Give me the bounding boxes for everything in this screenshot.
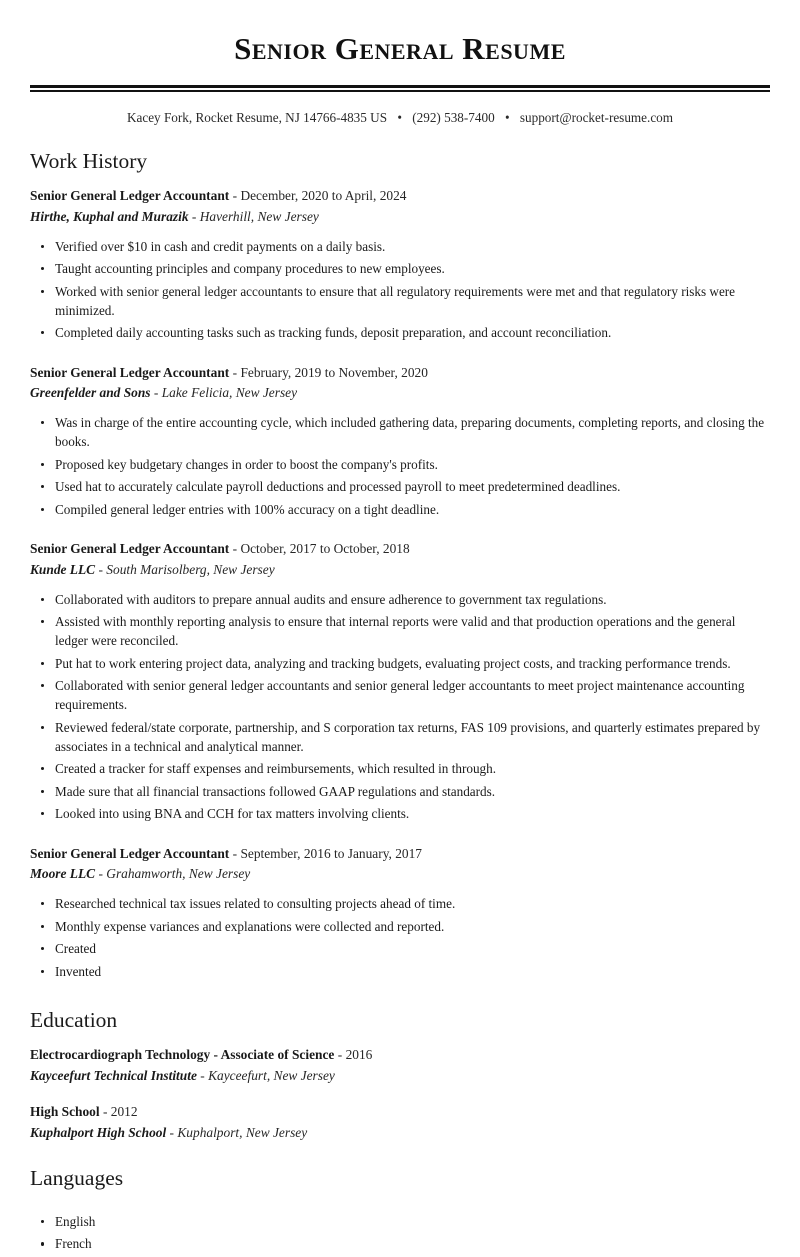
work-entry-dash-2: - bbox=[153, 385, 159, 401]
work-entry-bullet: Proposed key budgetary changes in order to boost the company's profits. bbox=[30, 455, 770, 478]
education-entry-list bbox=[30, 1045, 770, 1144]
section-heading-work-history: Work History bbox=[30, 149, 148, 174]
work-entry-role-line bbox=[30, 539, 770, 560]
education-dash-2: - bbox=[169, 1125, 175, 1141]
work-entry-dash: - bbox=[232, 541, 238, 557]
work-entry-bullet: Made sure that all financial transactions followed GAAP regulations and standards. bbox=[30, 782, 770, 805]
work-entry-role-line bbox=[30, 363, 770, 384]
education-dash-2: - bbox=[200, 1067, 205, 1083]
work-entry-bullet: Collaborated with auditors to prepare annual audits and ensure adherence to government tax regulations. bbox=[30, 590, 770, 613]
work-entry bbox=[30, 524, 770, 829]
work-entry-bullet: Taught accounting principles and company procedures to new employees. bbox=[30, 259, 770, 282]
title-divider bbox=[30, 85, 770, 92]
education-school-line bbox=[30, 1066, 770, 1087]
contact-separator-1: • bbox=[397, 109, 402, 125]
work-entry-bullet: Researched technical tax issues related to consulting projects ahead of time. bbox=[30, 894, 770, 917]
work-entry-bullet: Assisted with monthly reporting analysis to ensure that internal reports were valid and that production operations and the general ledger were reconciled. bbox=[30, 612, 770, 654]
work-entry-role: Senior General Ledger Accountant bbox=[30, 541, 230, 557]
contact-address: Kacey Fork, Rocket Resume, NJ 14766-4835 US bbox=[126, 109, 388, 125]
work-entry-bullet-list bbox=[30, 885, 770, 984]
work-entry-bullet: Created bbox=[30, 939, 770, 962]
work-entry-organization: Hirthe, Kuphal and Murazik bbox=[30, 208, 189, 224]
work-entry-role: Senior General Ledger Accountant bbox=[30, 845, 230, 861]
work-entry-bullet: Compiled general ledger entries with 100% accuracy on a tight deadline. bbox=[30, 500, 770, 523]
work-entry-organization: Moore LLC bbox=[30, 866, 96, 882]
education-degree-line bbox=[30, 1102, 770, 1123]
education-year: 2016 bbox=[345, 1046, 373, 1062]
work-entry-location: South Marisolberg, New Jersey bbox=[106, 561, 275, 577]
section-heading-languages: Languages bbox=[30, 1166, 124, 1191]
work-entry bbox=[30, 348, 770, 525]
contact-separator-2: • bbox=[504, 109, 510, 125]
work-entry-dash: - bbox=[232, 845, 238, 861]
work-entry-bullet-list bbox=[30, 581, 770, 827]
work-entry-bullet: Reviewed federal/state corporate, partnership, and S corporation tax returns, FAS 109 provisions, and quarterly estimates prepared by associates in a technical and analytical manner. bbox=[30, 718, 770, 760]
work-entry-dates: February, 2019 to November, 2020 bbox=[240, 364, 428, 380]
work-entry-bullet: Invented bbox=[30, 962, 770, 985]
language-item: French bbox=[30, 1234, 770, 1257]
contact-line bbox=[0, 92, 800, 127]
education-school-line bbox=[30, 1123, 770, 1144]
education-dash: - bbox=[337, 1046, 343, 1062]
section-education bbox=[0, 986, 800, 1144]
work-entry-bullet: Worked with senior general ledger accountants to ensure that all regulatory requirements were met and that regulatory risks were minimized. bbox=[30, 282, 770, 324]
work-entry-org-line bbox=[30, 560, 770, 581]
work-entry-org-line bbox=[30, 207, 770, 228]
work-entry-dash: - bbox=[232, 364, 238, 380]
work-entry-bullet: Looked into using BNA and CCH for tax matters involving clients. bbox=[30, 804, 770, 827]
contact-email[interactable]: support@rocket-resume.com bbox=[519, 109, 674, 125]
work-entry-bullet-list bbox=[30, 404, 770, 522]
work-entry-bullet: Verified over $10 in cash and credit payments on a daily basis. bbox=[30, 237, 770, 260]
section-languages bbox=[0, 1144, 800, 1257]
page-title: Senior General Resume bbox=[234, 31, 566, 66]
work-entry-list bbox=[30, 186, 770, 986]
section-heading-education: Education bbox=[30, 1008, 118, 1033]
work-entry-bullet: Used hat to accurately calculate payroll deductions and processed payroll to meet predetermined deadlines. bbox=[30, 477, 770, 500]
work-entry-bullet: Collaborated with senior general ledger accountants and senior general ledger accountants to meet project maintenance accounting requirements. bbox=[30, 676, 770, 718]
work-entry-organization: Kunde LLC bbox=[30, 561, 96, 577]
contact-phone[interactable]: (292) 538-7400 bbox=[412, 109, 495, 125]
education-entry bbox=[30, 1086, 770, 1144]
education-year: 2012 bbox=[110, 1104, 138, 1120]
work-entry-org-line bbox=[30, 864, 770, 885]
work-entry-dash-2: - bbox=[98, 866, 103, 882]
education-school: Kuphalport High School bbox=[30, 1125, 167, 1141]
work-entry-dates: September, 2016 to January, 2017 bbox=[240, 845, 423, 861]
work-entry-bullet: Put hat to work entering project data, analyzing and tracking budgets, evaluating project costs, and tracking performance trends. bbox=[30, 654, 770, 677]
work-entry-dates: December, 2020 to April, 2024 bbox=[240, 188, 407, 204]
language-item: English bbox=[30, 1212, 770, 1235]
work-entry-location: Haverhill, New Jersey bbox=[199, 208, 319, 224]
work-entry-dates: October, 2017 to October, 2018 bbox=[240, 541, 410, 557]
education-degree: Electrocardiograph Technology - Associate of Science bbox=[30, 1046, 335, 1062]
language-list bbox=[30, 1203, 770, 1257]
work-entry-role-line bbox=[30, 186, 770, 207]
education-dash: - bbox=[102, 1104, 108, 1120]
work-entry-dash-2: - bbox=[191, 208, 197, 224]
work-entry-organization: Greenfelder and Sons bbox=[30, 385, 151, 401]
education-location: Kayceefurt, New Jersey bbox=[208, 1067, 335, 1083]
work-entry-bullet: Created a tracker for staff expenses and reimbursements, which resulted in through. bbox=[30, 759, 770, 782]
work-entry-bullet: Monthly expense variances and explanations were collected and reported. bbox=[30, 917, 770, 940]
education-degree-line bbox=[30, 1045, 770, 1066]
work-entry-role: Senior General Ledger Accountant bbox=[30, 364, 230, 380]
work-entry-bullet-list bbox=[30, 228, 770, 346]
work-entry-location: Lake Felicia, New Jersey bbox=[161, 385, 298, 401]
work-entry-dash: - bbox=[232, 188, 238, 204]
section-work-history bbox=[0, 127, 800, 986]
work-entry-role-line bbox=[30, 844, 770, 865]
work-entry bbox=[30, 186, 770, 348]
work-entry-org-line bbox=[30, 383, 770, 404]
work-entry-location: Grahamworth, New Jersey bbox=[106, 866, 251, 882]
education-entry bbox=[30, 1045, 770, 1087]
education-location: Kuphalport, New Jersey bbox=[177, 1125, 308, 1141]
education-school: Kayceefurt Technical Institute bbox=[30, 1067, 197, 1083]
work-entry-role: Senior General Ledger Accountant bbox=[30, 188, 230, 204]
work-entry-dash-2: - bbox=[98, 561, 103, 577]
work-entry-bullet: Was in charge of the entire accounting cycle, which included gathering data, preparing documents, completing reports, and closing the books. bbox=[30, 413, 770, 455]
work-entry-bullet: Completed daily accounting tasks such as tracking funds, deposit preparation, and account reconciliation. bbox=[30, 323, 770, 346]
work-entry bbox=[30, 829, 770, 987]
education-degree: High School bbox=[30, 1104, 100, 1120]
